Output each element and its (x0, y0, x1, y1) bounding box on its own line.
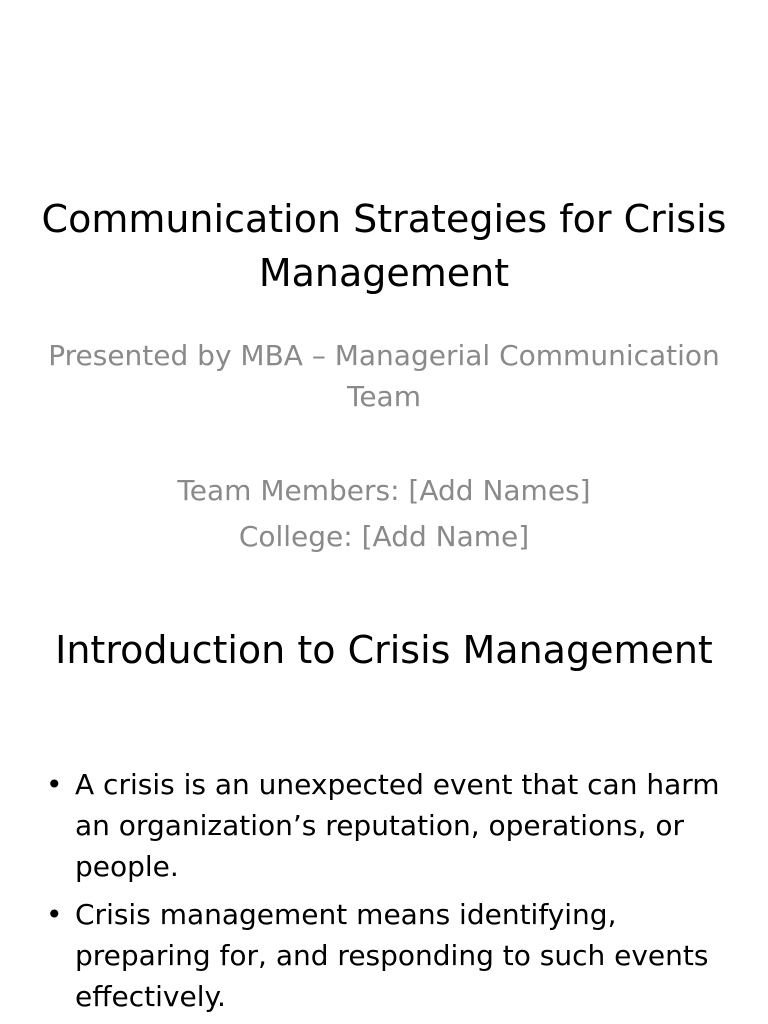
bullet-text: A crisis is an unexpected event that can harm an organization’s reputation, operations, or people. (75, 768, 720, 883)
bullet-icon: • (46, 898, 63, 931)
team-info (40, 468, 728, 560)
bullet-text: Crisis management means identifying, preparing for, and responding to such events effectively. (75, 898, 709, 1013)
list-item (40, 764, 720, 887)
bullet-list (40, 764, 720, 1024)
list-item (40, 894, 720, 1017)
slide-title: Communication Strategies for Crisis Management (41, 197, 727, 295)
section-title: Introduction to Crisis Management (55, 628, 713, 672)
team-members-text: Team Members: [Add Names] (177, 474, 591, 507)
bullet-icon: • (46, 768, 63, 801)
presented-by-text: Presented by MBA – Managerial Communication Team (48, 339, 720, 413)
college-text: College: [Add Name] (238, 520, 530, 553)
